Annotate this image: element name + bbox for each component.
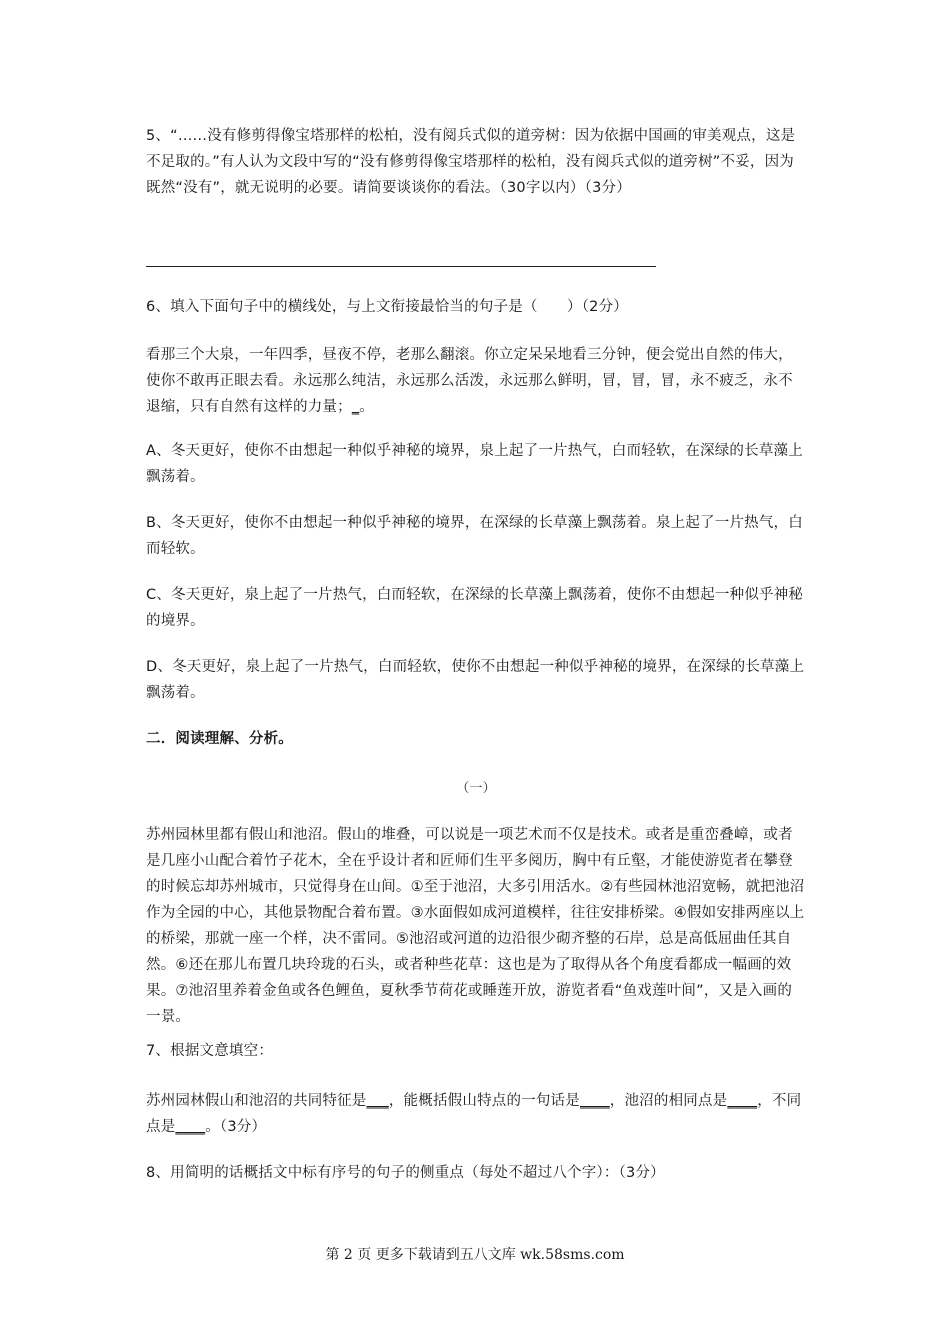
question-8: 8、用简明的话概括文中标有序号的句子的侧重点（每处不超过八个字）：（3分） (146, 1165, 665, 1181)
q7-segment: 苏州园林假山和池沼的共同特征是 (146, 1093, 367, 1109)
page-footer: 第 2 页 更多下载请到五八文库 wk.58sms.com (325, 1247, 625, 1263)
option-b: B、冬天更好，使你不由想起一种似乎神秘的境界，在深绿的长草藻上飘荡着。泉上起了一片热气，白而轻软。 (146, 515, 803, 557)
passage-end: 。 (359, 399, 374, 415)
question-5: 5、“……没有修剪得像宝塔那样的松柏，没有阅兵式似的道旁树：因为依据中国画的审美观点，这是不足取的。”有人认为文段中写的“没有修剪得像宝塔那样的松柏，没有阅兵式似的道旁树”不妥，因为既然“没有”，就无说明的必要。请简要谈谈你的看法。（30字以内）（3分） (146, 128, 796, 196)
section-title: 二．阅读理解、分析。 (146, 731, 293, 747)
question-6: 6、填入下面句子中的横线处，与上文衔接最恰当的句子是（ ）（2分） (146, 299, 628, 315)
q7-blank-3: ____ (727, 1093, 758, 1109)
passage-blank: _ (351, 399, 360, 415)
passage-main-text: 看那三个大泉，一年四季，昼夜不停，老那么翻滚。你立定呆呆地看三分钟，便会觉出自然的伟大，使你不敢再正眼去看。永远那么纯洁，永远那么活泼，永远那么鲜明，冒，冒，冒，永不疲乏，永不退缩，只有自然有这样的力量； (146, 347, 793, 415)
part-label: （一） (456, 781, 496, 796)
q7-segment: ，能概括假山特点的一句话是 (388, 1093, 580, 1109)
answer-line (146, 266, 656, 267)
reading-passage: 苏州园林里都有假山和池沼。假山的堆叠，可以说是一项艺术而不仅是技术。或者是重峦叠嶂，或者是几座小山配合着竹子花木，全在乎设计者和匠师们生平多阅历，胸中有丘壑，才能使游览者在攀登的时候忘却苏州城市，只觉得身在山间。①至于池沼，大多引用活水。②有些园林池沼宽畅，就把池沼作为全园的中心，其他景物配合着布置。③水面假如成河道模样，往往安排桥梁。④假如安排两座以上的桥梁，那就一座一个样，决不雷同。⑤池沼或河道的边沿很少砌齐整的石岸，总是高低屈曲任其自然。⑥还在那儿布置几块玲珑的石头，或者种些花草：这也是为了取得从各个角度看都成一幅画的效果。⑦池沼里养着金鱼或各色鲤鱼，夏秋季节荷花或睡莲开放，游览者看“鱼戏莲叶间”，又是入画的一景。 (146, 827, 805, 1025)
q7-blank-4: ____ (175, 1119, 206, 1135)
q7-segment: ，池沼的相同点是 (609, 1093, 728, 1109)
q7-blank-1: ___ (366, 1093, 389, 1109)
q7-segment: 。（3分） (205, 1119, 267, 1135)
option-a: A、冬天更好，使你不由想起一种似乎神秘的境界，泉上起了一片热气，白而轻软，在深绿的长草藻上飘荡着。 (146, 443, 803, 485)
option-d: D、冬天更好，泉上起了一片热气，白而轻软，使你不由想起一种似乎神秘的境界，在深绿的长草藻上飘荡着。 (146, 659, 805, 701)
q7-blank-2: ____ (579, 1093, 610, 1109)
option-c: C、冬天更好，泉上起了一片热气，白而轻软，在深绿的长草藻上飘荡着，使你不由想起一种似乎神秘的境界。 (146, 587, 804, 629)
question-6-passage (146, 342, 806, 420)
question-7-title: 7、根据文意填空： (146, 1043, 274, 1059)
q7-segment: ，不同点是 (146, 1093, 802, 1135)
question-7-text (146, 1088, 806, 1140)
